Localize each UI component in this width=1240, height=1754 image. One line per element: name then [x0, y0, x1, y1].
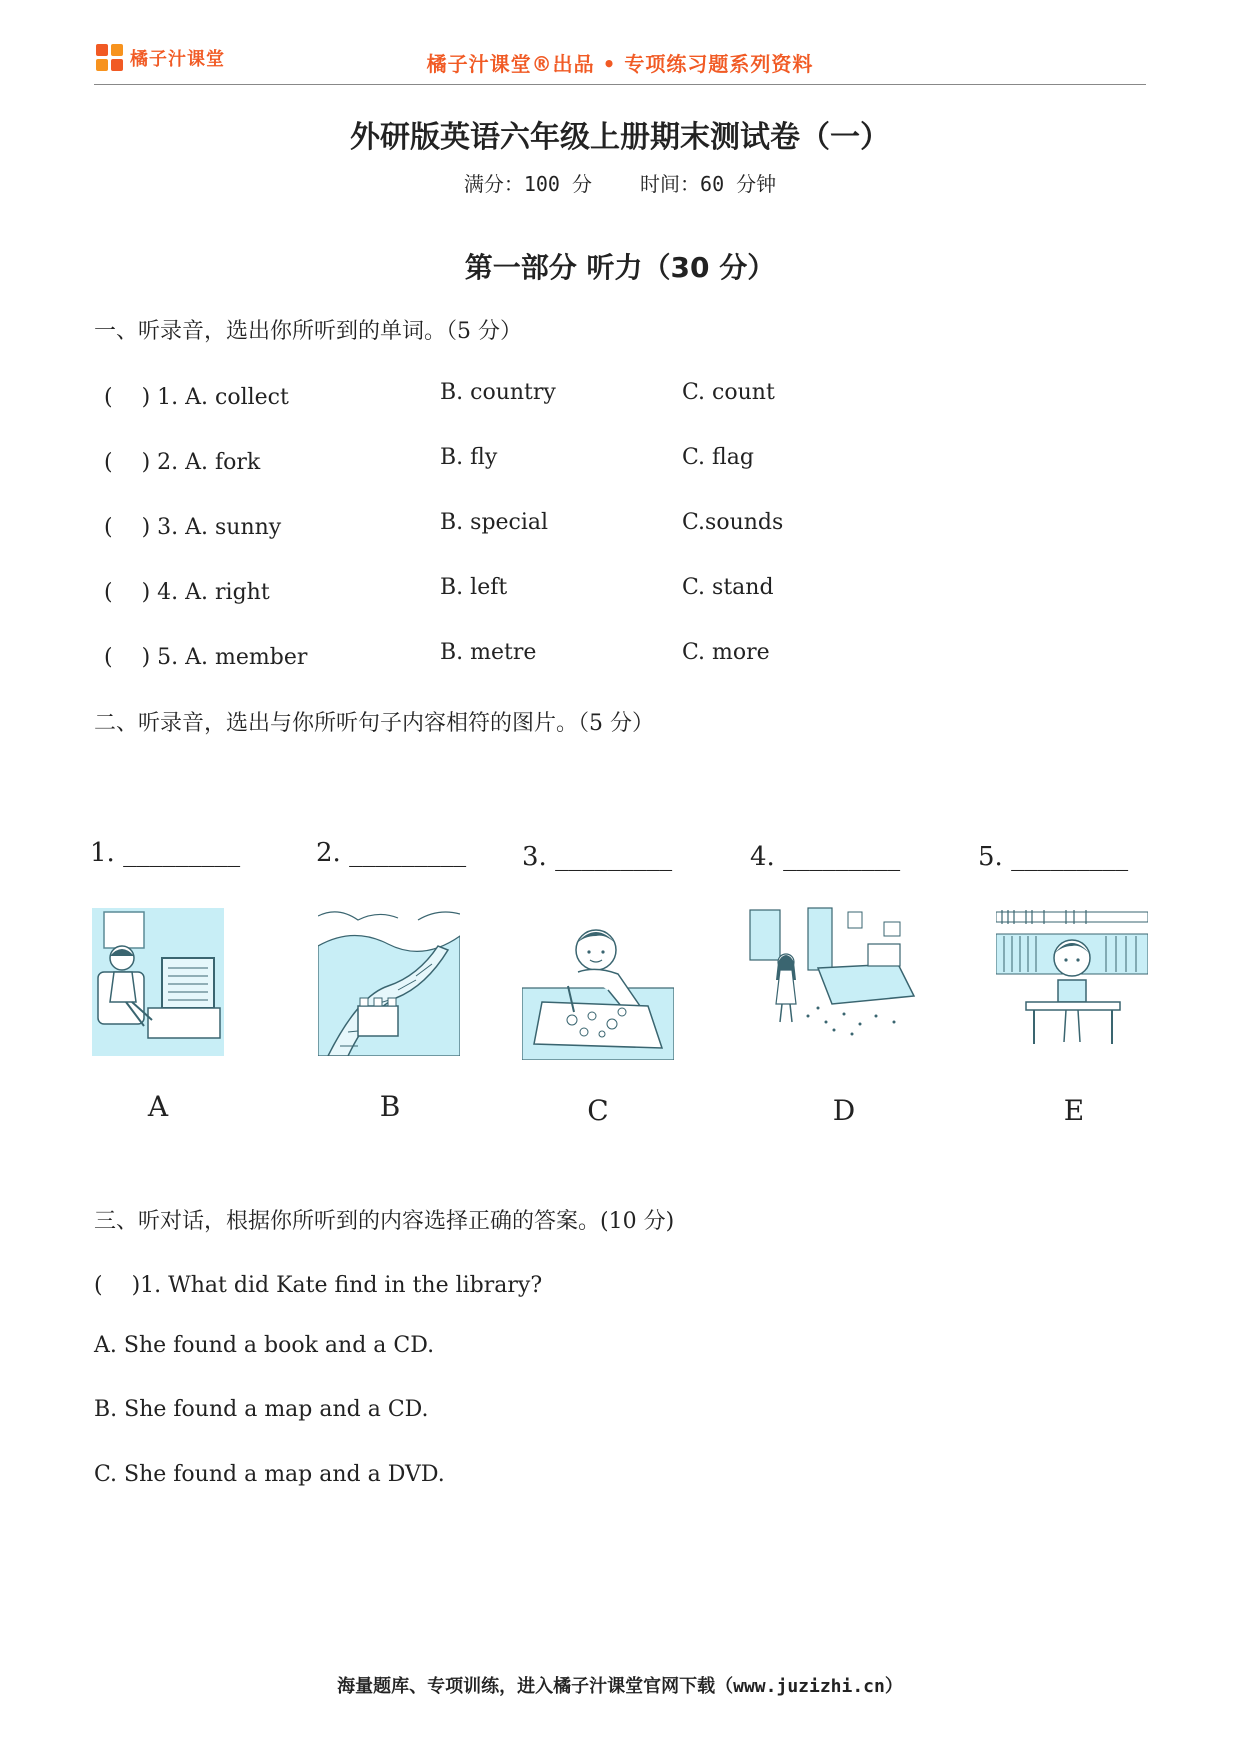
question-stem: ( ) 5. A. member — [104, 645, 308, 670]
question-stem: ( ) 4. A. right — [104, 580, 270, 605]
answer-option-c: C. She found a map and a DVD. — [94, 1462, 445, 1487]
picture-label: D — [832, 1094, 856, 1127]
question-row — [104, 445, 1104, 475]
question-row — [104, 640, 1104, 670]
picture-c-drawing-map — [522, 920, 674, 1060]
answer-blank[interactable]: 1. _________ — [90, 838, 241, 868]
answer-blank[interactable]: 4. _________ — [750, 842, 901, 872]
dialogue-question: ( )1. What did Kate find in the library? — [94, 1273, 543, 1298]
header-divider — [94, 84, 1146, 85]
section2-heading: 二、听录音，选出与你所听句子内容相符的图片。（5 分） — [94, 711, 654, 736]
option-c: C.sounds — [682, 510, 784, 535]
section1-heading: 一、听录音，选出你所听到的单词。（5 分） — [94, 319, 522, 344]
answer-blank[interactable]: 2. _________ — [316, 838, 467, 868]
question-row — [104, 380, 1104, 410]
answer-option-a: A. She found a book and a CD. — [94, 1333, 435, 1358]
time-info: 时间：60 分钟 — [640, 172, 777, 196]
option-c: C. flag — [682, 445, 754, 470]
logo-text: 橘子汁课堂 — [130, 49, 225, 70]
option-b: B. country — [440, 380, 556, 405]
answer-blank[interactable]: 3. _________ — [522, 842, 673, 872]
option-b: B. metre — [440, 640, 537, 665]
option-b: B. special — [440, 510, 549, 535]
picture-label: C — [587, 1094, 609, 1127]
picture-label: B — [379, 1090, 401, 1123]
picture-a-computer — [92, 908, 224, 1056]
section3-heading: 三、听对话，根据你所听到的内容选择正确的答案。(10 分) — [94, 1209, 675, 1234]
picture-d-bedroom — [748, 904, 916, 1044]
option-b: B. left — [440, 575, 508, 600]
answer-option-b: B. She found a map and a CD. — [94, 1397, 429, 1422]
header-title: 橘子汁课堂®出品 • 专项练习题系列资料 — [426, 52, 814, 76]
page-title: 外研版英语六年级上册期末测试卷（一） — [350, 120, 890, 155]
exam-info — [0, 168, 1240, 197]
question-stem: ( ) 1. A. collect — [104, 385, 289, 410]
picture-e-library-reading — [996, 908, 1148, 1050]
option-c: C. count — [682, 380, 775, 405]
answer-blank[interactable]: 5. _________ — [978, 842, 1129, 872]
page-footer: 海量题库、专项训练，进入橘子汁课堂官网下载（www.juzizhi.cn） — [337, 1676, 903, 1697]
question-row — [104, 510, 1104, 540]
question-stem: ( ) 2. A. fork — [104, 450, 261, 475]
part-title: 第一部分 听力（30 分） — [464, 251, 776, 284]
picture-label: A — [147, 1090, 169, 1123]
option-b: B. fly — [440, 445, 498, 470]
picture-label: E — [1063, 1094, 1085, 1127]
option-c: C. stand — [682, 575, 774, 600]
picture-b-great-wall — [318, 906, 460, 1056]
score-info: 满分：100 分 — [463, 172, 592, 196]
option-c: C. more — [682, 640, 770, 665]
question-stem: ( ) 3. A. sunny — [104, 515, 282, 540]
question-row — [104, 575, 1104, 605]
